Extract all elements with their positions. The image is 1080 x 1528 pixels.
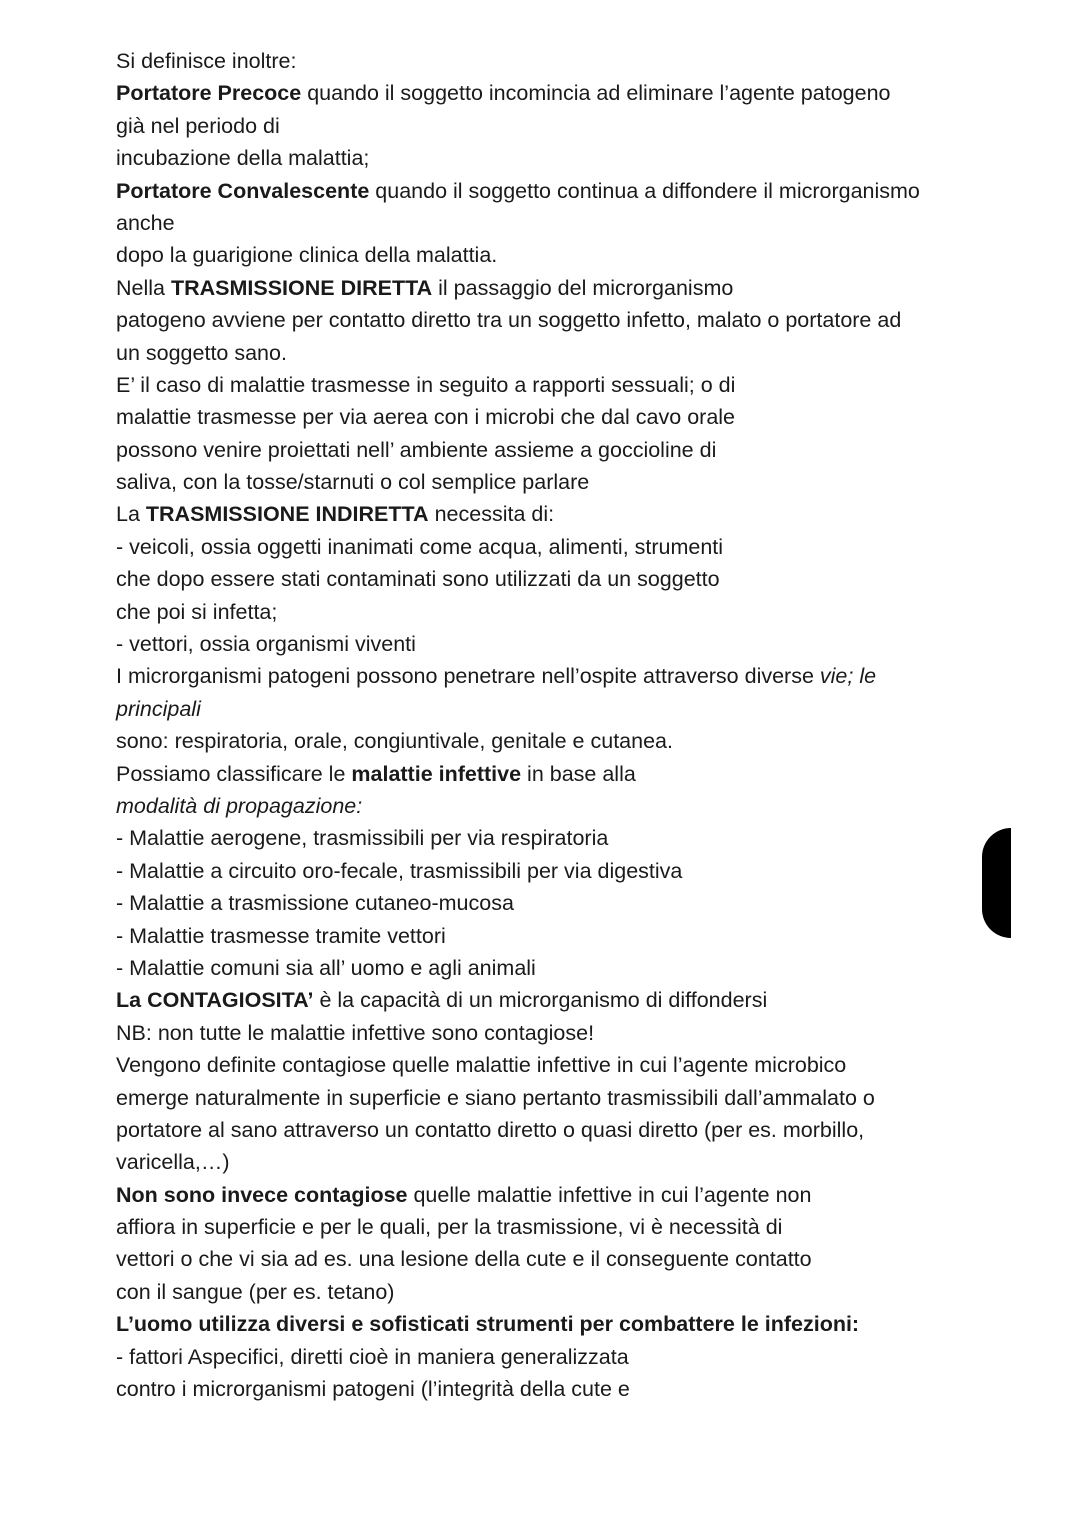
- text-line: [116, 952, 1016, 984]
- text-line: [116, 272, 1016, 304]
- text-line: [116, 725, 1016, 757]
- text-line: [116, 1276, 1016, 1308]
- text-line: [116, 1373, 1016, 1405]
- page-edge-tab: [982, 828, 1011, 938]
- text-run: - Malattie a circuito oro-fecale, trasmissibili per via digestiva: [116, 858, 683, 883]
- text-run: Vengono definite contagiose quelle malattie infettive in cui l’agente microbico: [116, 1053, 847, 1078]
- italic-text: modalità di propagazione:: [116, 793, 363, 818]
- text-run: NB: non tutte le malattie infettive sono contagiose!: [116, 1020, 595, 1045]
- document-body: [116, 45, 1016, 1405]
- text-line: [116, 142, 1016, 174]
- italic-text: principali: [116, 696, 201, 721]
- text-run: portatore al sano attraverso un contatto diretto o quasi diretto (per es. morbillo,: [116, 1117, 865, 1142]
- text-line: [116, 434, 1016, 466]
- text-run: - Malattie aerogene, trasmissibili per via respiratoria: [116, 826, 609, 851]
- text-run: che poi si infetta;: [116, 599, 278, 624]
- text-run: Si definisce inoltre:: [116, 49, 297, 73]
- text-line: [116, 110, 1016, 142]
- bold-text: TRASMISSIONE DIRETTA: [170, 275, 433, 300]
- text-line: [116, 1211, 1016, 1243]
- text-run: patogeno avviene per contatto diretto tra un soggetto infetto, malato o portatore ad: [116, 308, 902, 333]
- text-run: necessita di:: [428, 502, 555, 527]
- text-line: [116, 1049, 1016, 1081]
- text-run: - veicoli, ossia oggetti inanimati come acqua, alimenti, strumenti: [116, 534, 724, 559]
- text-run: - Malattie a trasmissione cutaneo-mucosa: [116, 891, 514, 916]
- text-line: [116, 304, 1016, 336]
- text-line: [116, 45, 1016, 77]
- text-line: [116, 920, 1016, 952]
- text-run: malattie trasmesse per via aerea con i microbi che dal cavo orale: [116, 405, 736, 430]
- text-line: [116, 855, 1016, 887]
- text-run: Possiamo classificare le: [116, 761, 352, 786]
- text-run: incubazione della malattia;: [116, 146, 370, 171]
- text-line: [116, 660, 1016, 692]
- text-line: [116, 628, 1016, 660]
- text-line: [116, 401, 1016, 433]
- text-run: in base alla: [521, 761, 636, 786]
- text-line: [116, 887, 1016, 919]
- text-line: [116, 1146, 1016, 1178]
- text-run: I microrganismi patogeni possono penetrare nell’ospite attraverso diverse: [116, 664, 820, 689]
- text-line: [116, 207, 1016, 239]
- text-line: [116, 77, 1016, 109]
- text-line: [116, 790, 1016, 822]
- bold-text: Non sono invece contagiose: [116, 1182, 408, 1207]
- text-run: varicella,…): [116, 1150, 230, 1175]
- text-run: contro i microrganismi patogeni (l’integrità della cute e: [116, 1377, 630, 1402]
- text-line: [116, 1243, 1016, 1275]
- text-line: [116, 175, 1016, 207]
- bold-text: TRASMISSIONE INDIRETTA: [145, 502, 429, 527]
- text-line: [116, 466, 1016, 498]
- text-line: [116, 369, 1016, 401]
- text-line: [116, 337, 1016, 369]
- text-line: [116, 596, 1016, 628]
- bold-text: malattie infettive: [351, 761, 522, 786]
- text-run: è la capacità di un microrganismo di diffondersi: [313, 988, 768, 1013]
- text-run: anche: [116, 210, 175, 235]
- text-line: [116, 984, 1016, 1016]
- text-line: [116, 693, 1016, 725]
- text-line: [116, 239, 1016, 271]
- text-run: sono: respiratoria, orale, congiuntivale, genitale e cutanea.: [116, 729, 673, 754]
- text-run: un soggetto sano.: [116, 340, 287, 365]
- text-line: [116, 1082, 1016, 1114]
- text-run: possono venire proiettati nell’ ambiente assieme a goccioline di: [116, 437, 717, 462]
- text-run: - vettori, ossia organismi viventi: [116, 632, 416, 657]
- text-line: [116, 1308, 1016, 1340]
- text-line: [116, 563, 1016, 595]
- text-run: quando il soggetto incomincia ad eliminare l’agente patogeno: [301, 81, 891, 106]
- text-run: La: [116, 502, 146, 527]
- text-run: vettori o che vi sia ad es. una lesione della cute e il conseguente contatto: [116, 1247, 812, 1272]
- text-line: [116, 1179, 1016, 1211]
- italic-text: vie; le: [819, 664, 877, 689]
- text-run: - fattori Aspecifici, diretti cioè in maniera generalizzata: [116, 1344, 629, 1369]
- text-run: E’ il caso di malattie trasmesse in seguito a rapporti sessuali; o di: [116, 372, 736, 397]
- text-run: emerge naturalmente in superficie e siano pertanto trasmissibili dall’ammalato o: [116, 1085, 875, 1110]
- text-line: [116, 498, 1016, 530]
- text-run: che dopo essere stati contaminati sono utilizzati da un soggetto: [116, 567, 720, 592]
- text-run: dopo la guarigione clinica della malattia.: [116, 243, 498, 268]
- text-run: già nel periodo di: [116, 113, 280, 138]
- text-run: - Malattie comuni sia all’ uomo e agli animali: [116, 955, 536, 980]
- text-run: quelle malattie infettive in cui l’agente non: [407, 1182, 812, 1207]
- text-run: saliva, con la tosse/starnuti o col semplice parlare: [116, 470, 590, 495]
- bold-text: L’uomo utilizza diversi e sofisticati strumenti per combattere le infezioni:: [116, 1312, 860, 1337]
- bold-text: La CONTAGIOSITA’: [116, 988, 314, 1013]
- text-run: quando il soggetto continua a diffondere il microrganismo: [369, 178, 920, 203]
- bold-text: Portatore Convalescente: [116, 178, 370, 203]
- text-run: affiora in superficie e per le quali, per la trasmissione, vi è necessità di: [116, 1215, 783, 1240]
- text-line: [116, 531, 1016, 563]
- text-line: [116, 758, 1016, 790]
- text-line: [116, 1341, 1016, 1373]
- bold-text: Portatore Precoce: [116, 81, 302, 106]
- text-line: [116, 1017, 1016, 1049]
- text-line: [116, 1114, 1016, 1146]
- text-run: - Malattie trasmesse tramite vettori: [116, 923, 446, 948]
- text-run: il passaggio del microrganismo: [432, 275, 734, 300]
- text-run: Nella: [116, 275, 171, 300]
- text-line: [116, 822, 1016, 854]
- text-run: con il sangue (per es. tetano): [116, 1279, 395, 1304]
